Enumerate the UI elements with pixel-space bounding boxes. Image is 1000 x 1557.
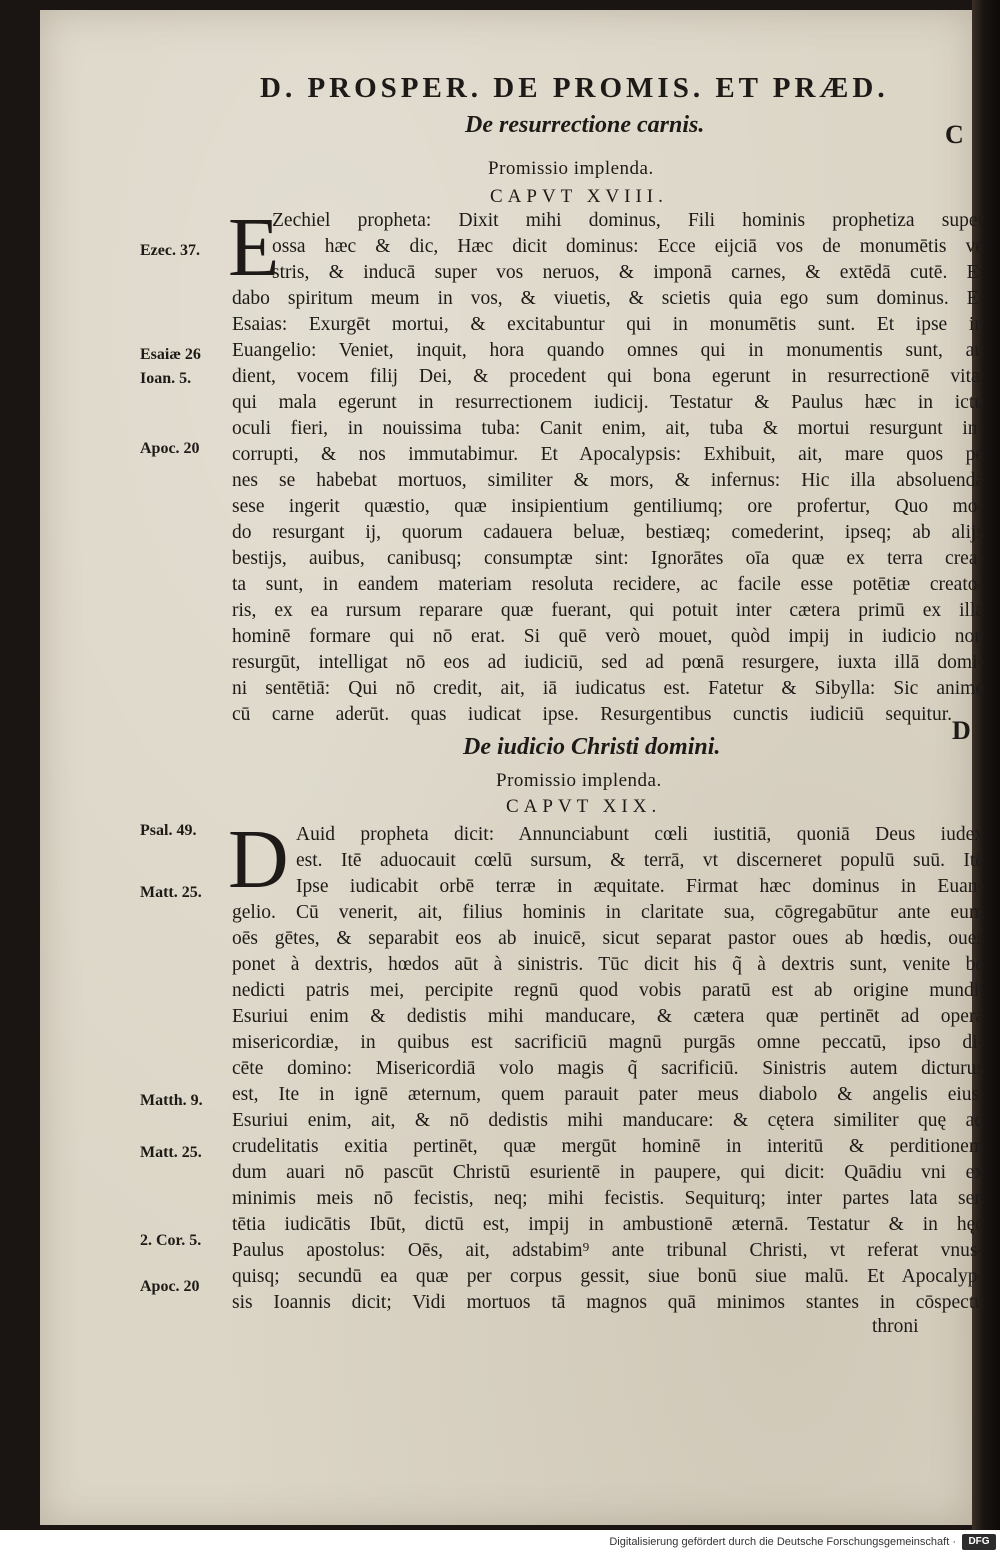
promissio-label: Promissio implenda. <box>496 770 662 791</box>
catchword: throni <box>872 1316 919 1337</box>
text-line: oculi fieri, in nouissima tuba: Canit enim, ait, tuba & mortui resurgunt in- <box>232 418 984 439</box>
text-line: sese ingerit quæstio, quæ insipientium gentiliumq; ore profertur, Quo mo- <box>232 496 984 517</box>
signature-mark-c: C <box>945 120 964 149</box>
book-page <box>40 10 984 1525</box>
text-line: Auid propheta dicit: Annunciabunt cœli iustitiā, quoniā Deus iudex <box>296 824 984 845</box>
text-line: corrupti, & nos immutabimur. Et Apocalypsis: Exhibuit, ait, mare quos pe <box>232 444 984 465</box>
text-line: gelio. Cū venerit, ait, filius hominis in claritate sua, cōgregabūtur ante eum <box>232 902 984 923</box>
text-line: Esaias: Exurgēt mortui, & excitabuntur qui in monumētis sunt. Et ipse in <box>232 314 984 335</box>
text-line: crudelitatis exitia pertinēt, quæ mergūt hominē in interitū & perditionem <box>232 1136 984 1157</box>
digitization-footer <box>0 1530 1000 1557</box>
text-line: ponet à dextris, hœdos aūt à sinistris. Tūc dicit his q̃ à dextris sunt, venite be <box>232 954 984 975</box>
text-line: hominē formare qui nō erat. Si quē verò mouet, quòd impij in iudicio non <box>232 626 984 647</box>
margin-note: Apoc. 20 <box>140 440 200 457</box>
text-line: cēte domino: Misericordiā volo magis q̃ sacrificiū. Sinistris autem dicturus <box>232 1058 984 1079</box>
chapter-heading: CAPVT XIX. <box>506 796 662 817</box>
margin-note: Matth. 9. <box>140 1092 203 1109</box>
dfg-logo-icon: DFG <box>962 1534 996 1550</box>
text-line: oēs gētes, & separabit eos ab inuicē, sicut separat pastor oues ab hœdis, oues <box>232 928 984 949</box>
text-line: misericordiæ, in quibus est sacrificiū magnū purgās omne peccatū, ipso di- <box>232 1032 984 1053</box>
text-line: Euangelio: Veniet, inquit, hora quando omnes qui in monumentis sunt, au <box>232 340 984 361</box>
margin-note: Apoc. 20 <box>140 1278 200 1295</box>
signature-mark-d: D <box>952 716 971 745</box>
text-line: ossa hæc & dic, Hæc dicit dominus: Ecce eijciā vos de monumētis ve <box>272 236 984 257</box>
margin-note: Ioan. 5. <box>140 370 192 387</box>
text-line: minimis meis nō fecistis, neq; mihi fecistis. Sequiturq; inter partes lata sen <box>232 1188 984 1209</box>
drop-cap-e: E <box>228 201 280 294</box>
text-line: stris, & inducā super vos neruos, & imponā carnes, & extēdā cutē. Et <box>272 262 984 283</box>
text-line: resurgūt, intelligat nō eos ad iudiciū, sed ad pœnā resurgere, iuxta illā domi- <box>232 652 984 673</box>
margin-note: Matt. 25. <box>140 1144 202 1161</box>
text-line: sis Ioannis dicit; Vidi mortuos tā magnos quā minimos stantes in cōspectu <box>232 1292 984 1313</box>
section-title-resurrection: De resurrectione carnis. <box>465 112 705 138</box>
text-line: quisq; secundū ea quæ per corpus gessit, siue bonū siue malū. Et Apocalyp- <box>232 1266 984 1287</box>
margin-note: Psal. 49. <box>140 822 197 839</box>
section-title-judgement: De iudicio Christi domini. <box>463 734 721 760</box>
footer-credit: Digitalisierung gefördert durch die Deutsche Forschungsgemeinschaft · <box>609 1536 956 1548</box>
chapter-heading: CAPVT XVIII. <box>490 186 668 207</box>
text-line: Paulus apostolus: Oēs, ait, adstabim⁹ ante tribunal Christi, vt referat vnus- <box>232 1240 984 1261</box>
margin-note: Esaiæ 26 <box>140 346 201 363</box>
text-line: do resurgant ij, quorum cadauera beluæ, bestiæq; comederint, ipseq; ab alijs <box>232 522 984 543</box>
text-line: Zechiel propheta: Dixit mihi dominus, Fili hominis prophetiza super <box>272 210 984 231</box>
running-head: D. PROSPER. DE PROMIS. ET PRÆD. <box>260 72 889 104</box>
drop-cap-d: D <box>228 813 289 906</box>
text-line: Esuriui enim, ait, & nō dedistis mihi manducare: & cętera similiter quę ad <box>232 1110 984 1131</box>
text-line: dient, vocem filij Dei, & procedent qui bona egerunt in resurrectionē vitæ <box>232 366 984 387</box>
margin-note: Matt. 25. <box>140 884 202 901</box>
promissio-label: Promissio implenda. <box>488 158 654 179</box>
text-line: ta sunt, in eandem materiam resoluta recidere, ac facile esse potētiæ creato- <box>232 574 984 595</box>
text-line: ni sentētiā: Qui nō credit, ait, iā iudicatus est. Fatetur & Sibylla: Sic animę <box>232 678 984 699</box>
text-line: ris, ex ea rursum reparare quæ fuerant, qui potuit inter cætera primū ex illa <box>232 600 984 621</box>
margin-note: 2. Cor. 5. <box>140 1232 202 1249</box>
text-line: nes se habebat mortuos, similiter & mors, & infernus: Hic illa absoluenda <box>232 470 984 491</box>
text-line: dabo spiritum meum in vos, & viuetis, & scietis quia ego sum dominus. Et <box>232 288 984 309</box>
text-line: dum auari nō pascūt Christū esurientē in paupere, qui dicit: Quādiu vni ex <box>232 1162 984 1183</box>
text-line: tētia iudicātis Ibūt, dictū est, impij in ambustionē æternā. Testatur & in hęc <box>232 1214 984 1235</box>
text-line: qui mala egerunt in resurrectionem iudicij. Testatur & Paulus hæc in ictu <box>232 392 984 413</box>
text-line: est, Ite in ignē æternum, quem parauit pater meus diabolo & angelis eius. <box>232 1084 984 1105</box>
text-line: Esuriui enim & dedistis mihi manducare, & cætera quæ pertinēt ad opera <box>232 1006 984 1027</box>
text-line: cū carne aderūt. quas iudicat ipse. Resurgentibus cunctis iudiciū sequitur. <box>232 704 952 725</box>
text-line: Ipse iudicabit orbē terræ in æquitate. Firmat hæc dominus in Euan- <box>296 876 984 897</box>
text-line: est. Itē aduocauit cœlū sursum, & terrā, vt discerneret populū suū. Itē <box>296 850 984 871</box>
text-line: nedicti patris mei, percipite regnū quod vobis paratū est ab origine mundi. <box>232 980 984 1001</box>
margin-note: Ezec. 37. <box>140 242 200 259</box>
text-line: bestijs, auibus, canibusq; consumptæ sint: Ignorātes oīa quæ ex terra crea- <box>232 548 984 569</box>
